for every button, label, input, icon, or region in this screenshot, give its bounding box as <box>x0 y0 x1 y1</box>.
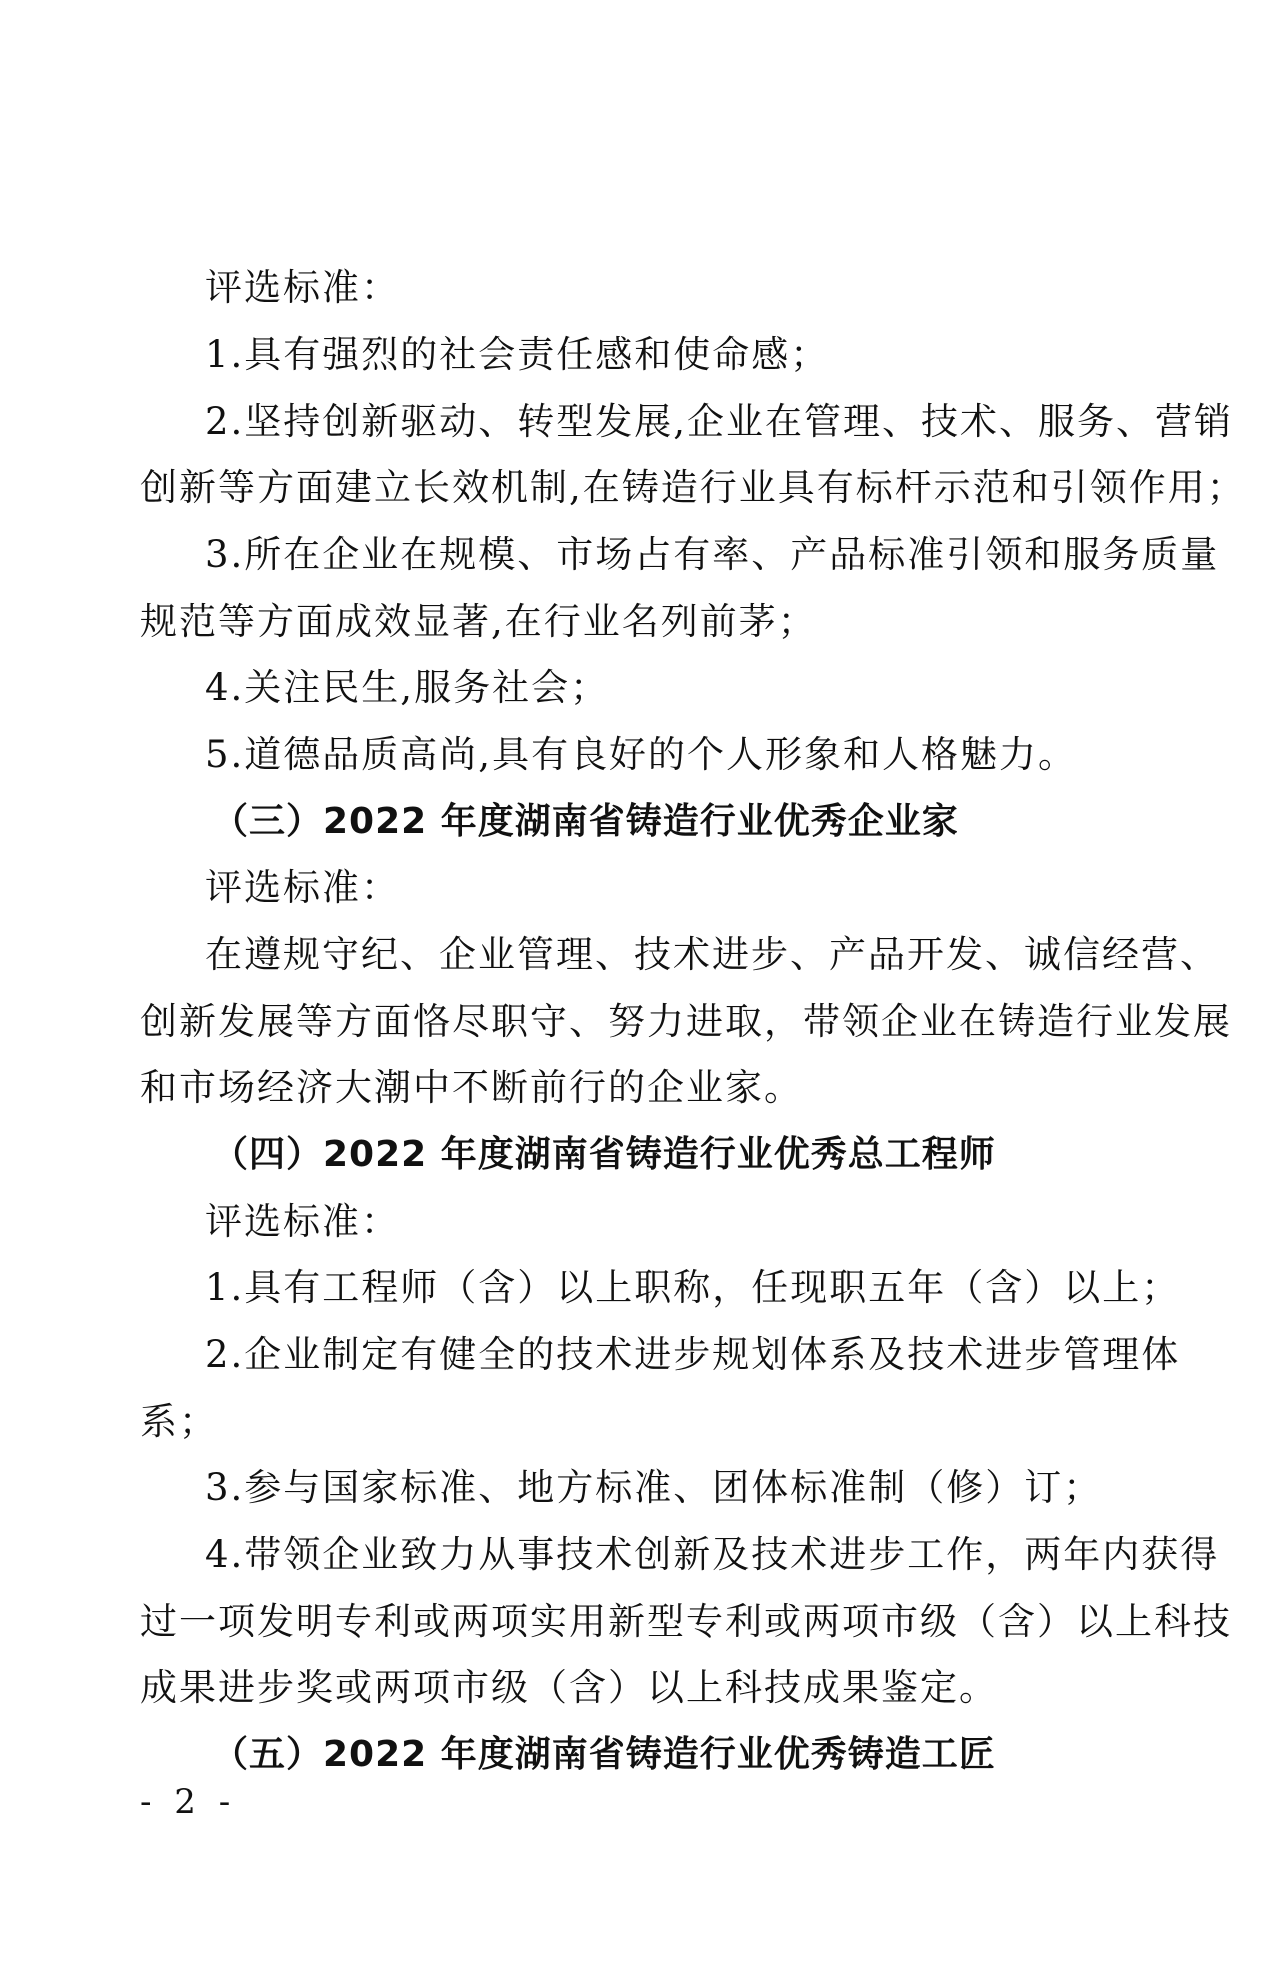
criteria-item-3: 3.参与国家标准、地方标准、团体标准制（修）订； <box>205 1466 1103 1509</box>
criteria-item-2-line-1: 2.坚持创新驱动、转型发展,企业在管理、技术、服务、营销 <box>205 400 1234 443</box>
criteria-item-2-line-1: 2.企业制定有健全的技术进步规划体系及技术进步管理体 <box>205 1333 1181 1376</box>
criteria-label: 评选标准： <box>205 866 400 909</box>
page-number: - 2 - <box>140 1782 237 1822</box>
criteria-item-5: 5.道德品质高尚,具有良好的个人形象和人格魅力。 <box>205 733 1078 776</box>
criteria-item-4-line-3: 成果进步奖或两项市级（含）以上科技成果鉴定。 <box>140 1666 998 1709</box>
criteria-item-3-line-2: 规范等方面成效显著,在行业名列前茅； <box>140 600 817 643</box>
criteria-item-1: 1.具有工程师（含）以上职称，任现职五年（含）以上； <box>205 1266 1181 1309</box>
criteria-item-4-line-1: 4.带领企业致力从事技术创新及技术进步工作，两年内获得 <box>205 1533 1220 1576</box>
paragraph-line-3: 和市场经济大潮中不断前行的企业家。 <box>140 1066 803 1109</box>
section-heading-3: （三）2022 年度湖南省铸造行业优秀企业家 <box>212 801 959 842</box>
criteria-item-1: 1.具有强烈的社会责任感和使命感； <box>205 333 830 376</box>
paragraph-line-1: 在遵规守纪、企业管理、技术进步、产品开发、诚信经营、 <box>205 933 1219 976</box>
criteria-item-2-line-2: 系； <box>140 1400 218 1443</box>
criteria-item-3-line-1: 3.所在企业在规模、市场占有率、产品标准引领和服务质量 <box>205 533 1220 576</box>
paragraph-line-2: 创新发展等方面恪尽职守、努力进取，带领企业在铸造行业发展 <box>140 1000 1232 1043</box>
criteria-item-4-line-2: 过一项发明专利或两项实用新型专利或两项市级（含）以上科技 <box>140 1600 1232 1643</box>
section-heading-5: （五）2022 年度湖南省铸造行业优秀铸造工匠 <box>212 1734 996 1775</box>
criteria-label: 评选标准： <box>205 266 400 309</box>
criteria-label: 评选标准： <box>205 1200 400 1243</box>
criteria-item-2-line-2: 创新等方面建立长效机制,在铸造行业具有标杆示范和引领作用； <box>140 466 1246 509</box>
criteria-item-4: 4.关注民生,服务社会； <box>205 666 610 709</box>
section-heading-4: （四）2022 年度湖南省铸造行业优秀总工程师 <box>212 1134 996 1175</box>
